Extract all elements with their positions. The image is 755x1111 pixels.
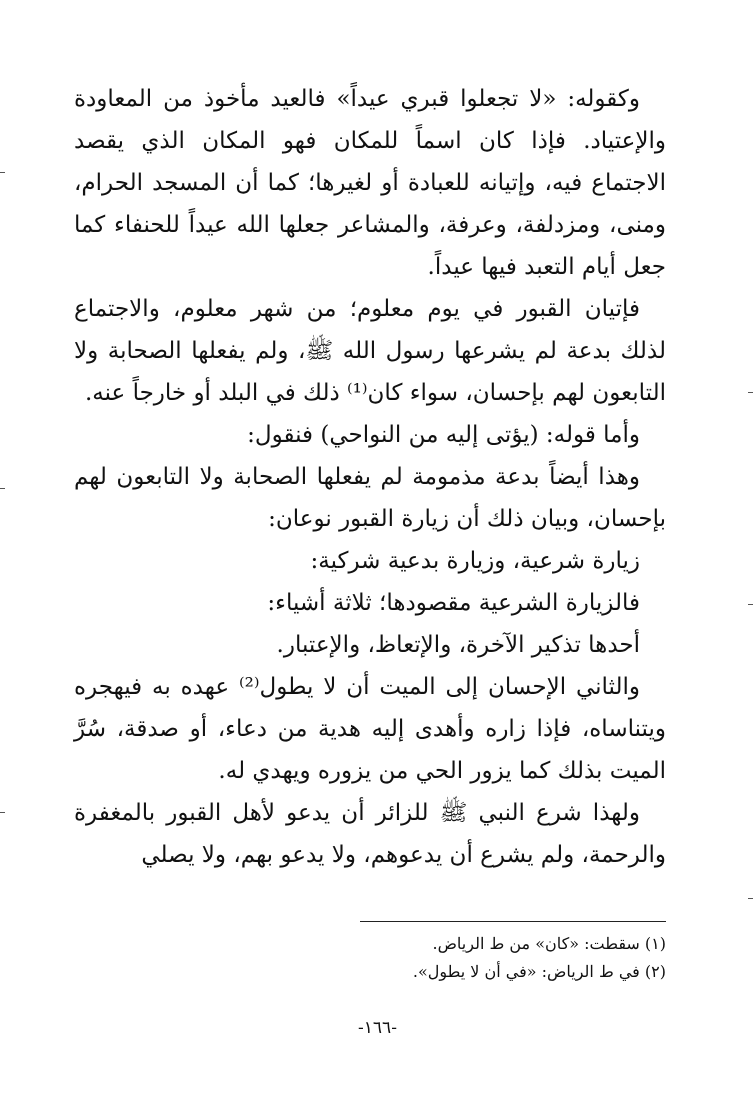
margin-mark <box>748 392 753 393</box>
footnote-divider <box>360 921 666 922</box>
main-text <box>74 78 666 876</box>
margin-mark <box>0 488 5 489</box>
paragraph-prophet-legislated: ولهذا شرع النبي ﷺ للزائر أن يدعو لأهل القبور بالمغفرة والرحمة، ولم يشرع أن يدعوهم، ولا يدعو بهم، ولا يصلي <box>74 800 666 868</box>
footnotes <box>300 930 666 986</box>
margin-mark <box>0 172 5 173</box>
margin-mark <box>748 898 753 899</box>
margin-mark <box>0 812 5 813</box>
paragraph-visiting-graves: فإتيان القبور في يوم معلوم؛ من شهر معلوم، والاجتماع لذلك بدعة لم يشرعها رسول الله ﷺ، ولم يفعلها الصحابة ولا التابعون لهم بإحسان، سواء كان⁽¹⁾ ذلك في البلد أو خارجاً عنه. <box>74 296 666 406</box>
margin-mark <box>748 604 753 605</box>
page-number: -١٦٦- <box>358 1018 397 1038</box>
footnote-2: (٢) في ط الرياض: «في أن لا يطول». <box>412 962 666 981</box>
paragraph-his-saying: وأما قوله: (يؤتى إليه من النواحي) فنقول: <box>247 422 640 448</box>
paragraph-three-things: فالزيارة الشرعية مقصودها؛ ثلاثة أشياء: <box>267 590 640 616</box>
paragraph-first-purpose: أحدها تذكير الآخرة، والإتعاظ، والإعتبار. <box>276 632 640 658</box>
paragraph-two-kinds: زيارة شرعية، وزيارة بدعية شركية: <box>310 548 640 574</box>
footnote-1: (١) سقطت: «كان» من ط الرياض. <box>432 934 666 953</box>
paragraph-blameworthy-innovation: وهذا أيضاً بدعة مذمومة لم يفعلها الصحابة ولا التابعون لهم بإحسان، وبيان ذلك أن زيارة القبور نوعان: <box>74 464 666 532</box>
paragraph-second-purpose: والثاني الإحسان إلى الميت أن لا يطول⁽²⁾ عهده به فيهجره ويتناساه، فإذا زاره وأهدى إليه هدية من دعاء، أو صدقة، سُرَّ الميت بذلك كما يزور الحي من يزوره ويهدي له. <box>74 674 666 784</box>
paragraph-eid-meaning: وكقوله: «لا تجعلوا قبري عيداً» فالعيد مأخوذ من المعاودة والإعتياد. فإذا كان اسماً للمكان فهو المكان الذي يقصد الاجتماع فيه، وإتيانه للعبادة أو لغيرها؛ كما أن المسجد الحرام، ومنى، ومزدلفة، وعرفة، والمشاعر جعلها الله عيداً للحنفاء كما جعل أيام التعبد فيها عيداً. <box>74 86 666 280</box>
